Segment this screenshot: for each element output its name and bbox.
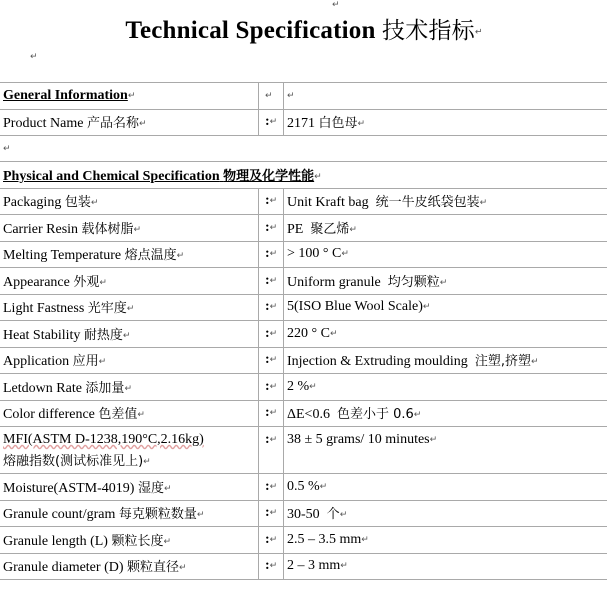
row-value-cn: 均匀颗粒 <box>387 274 440 290</box>
row-sep: : <box>265 405 270 421</box>
row-label-en: Letdown Rate <box>3 380 82 396</box>
row-label-en: Moisture(ASTM-4019) <box>3 480 135 496</box>
table-row: Physical and Chemical Specification 物理及化学性能↵ <box>0 162 607 189</box>
row-label-cn: 色差值 <box>98 407 138 423</box>
row-label-cn: 外观 <box>73 274 100 290</box>
table-row: Heat Stability 耐热度↵ :↵ 220 ° C↵ <box>0 321 607 348</box>
table-row: Application 应用↵ :↵ Injection & Extruding moulding 注塑,挤塑↵ <box>0 347 607 374</box>
row-label-en: Granule count/gram <box>3 507 116 523</box>
row-sep: : <box>265 272 270 288</box>
row-value-en: PE <box>287 221 304 237</box>
row-label-en: Heat Stability <box>3 327 81 343</box>
paragraph-mark: ↵ <box>332 0 340 10</box>
table-row: Product Name 产品名称↵ :↵ 2171 白色母↵ <box>0 109 607 136</box>
table-row: Granule length (L) 颗粒长度↵ :↵ 2.5 – 3.5 mm↵ <box>0 527 607 554</box>
general-header: General Information <box>3 87 128 103</box>
row-sep: : <box>265 558 270 574</box>
row-sep: : <box>265 299 270 315</box>
table-row: General Information↵ ↵ ↵ <box>0 83 607 110</box>
row-label-cn: 添加量 <box>85 380 125 396</box>
row-sep: : <box>265 478 270 494</box>
table-row: Carrier Resin 载体树脂↵ :↵ PE 聚乙烯↵ <box>0 215 607 242</box>
row-value-en: 5(ISO Blue Wool Scale) <box>287 299 423 315</box>
table-row: Packaging 包装↵ :↵ Unit Kraft bag 统一牛皮纸袋包装↵ <box>0 188 607 215</box>
row-value-en: 220 ° C <box>287 325 330 341</box>
row-value-en: ΔE<0.6 <box>287 407 330 423</box>
row-value-cn: 个 <box>326 507 340 523</box>
row-label-en: Granule length (L) <box>3 533 108 549</box>
title-en: Technical Specification <box>125 17 376 44</box>
row-sep: : <box>265 325 270 341</box>
row-value-en: Injection & Extruding moulding <box>287 354 468 370</box>
row-label-cn: 熔融指数(测试标准见上) <box>3 454 144 470</box>
row-value-cn: 色差小于 0.6 <box>336 407 414 423</box>
physical-header: Physical and Chemical Specification 物理及化学性能 <box>3 168 315 184</box>
table-row: Appearance 外观↵ :↵ Uniform granule 均匀颗粒↵ <box>0 268 607 295</box>
row-label-en: Granule diameter (D) <box>3 560 124 576</box>
row-label-cn: 包装 <box>64 195 91 211</box>
row-label-en: Appearance <box>3 274 70 290</box>
row-label-en: Melting Temperature <box>3 248 122 264</box>
row-value-en: 30-50 <box>287 507 320 523</box>
row-value-en: 2 – 3 mm <box>287 558 341 574</box>
table-row: Light Fastness 光牢度↵ :↵ 5(ISO Blue Wool Scale)↵ <box>0 294 607 321</box>
paragraph-mark: ↵ <box>474 27 483 38</box>
row-sep: : <box>265 378 270 394</box>
row-value-cn: 注塑,挤塑 <box>474 354 531 370</box>
paragraph-mark: ↵ <box>30 52 38 62</box>
row-value-en: 2 % <box>287 378 310 394</box>
row-label-en: Product Name <box>3 116 84 132</box>
row-value-cn: 聚乙烯 <box>310 221 350 237</box>
row-value-en: 0.5 % <box>287 478 320 494</box>
row-sep: : <box>265 219 270 235</box>
row-value-cn: 统一牛皮纸袋包装 <box>375 195 480 211</box>
row-sep: : <box>265 193 270 209</box>
row-label-en: Light Fastness <box>3 301 85 317</box>
row-value-en: 2171 <box>287 116 315 132</box>
table-row: Granule diameter (D) 颗粒直径↵ :↵ 2 – 3 mm↵ <box>0 553 607 580</box>
row-label-en: Color difference <box>3 407 95 423</box>
row-sep: : <box>265 531 270 547</box>
row-value-en: Unit Kraft bag <box>287 195 369 211</box>
row-label-en: MFI(ASTM D-1238,190°C,2.16kg) <box>3 432 204 447</box>
row-sep: : <box>265 505 270 521</box>
table-row: Melting Temperature 熔点温度↵ :↵ > 100 ° C↵ <box>0 241 607 268</box>
row-value-cn: 白色母 <box>318 116 358 132</box>
table-row: Granule count/gram 每克颗粒数量↵ :↵ 30-50 个↵ <box>0 500 607 527</box>
row-label-cn: 载体树脂 <box>81 221 134 237</box>
page-title <box>0 12 608 45</box>
row-value-en: > 100 ° C <box>287 246 342 262</box>
row-value-en: 2.5 – 3.5 mm <box>287 531 362 547</box>
row-label-en: Application <box>3 354 70 370</box>
row-label-cn: 光牢度 <box>87 301 127 317</box>
row-label-cn: 颗粒长度 <box>111 533 164 549</box>
row-value-en: Uniform granule <box>287 274 381 290</box>
spec-table <box>0 82 607 580</box>
row-sep: : <box>265 246 270 262</box>
row-sep: : <box>265 114 270 130</box>
row-label-cn: 耐热度 <box>83 327 123 343</box>
table-gap-row: ↵ <box>0 136 607 162</box>
title-cn: 技术指标 <box>382 18 475 44</box>
row-label-cn: 熔点温度 <box>124 248 177 264</box>
row-label-cn: 每克颗粒数量 <box>118 507 197 523</box>
row-sep: : <box>265 352 270 368</box>
row-label-en: Packaging <box>3 195 62 211</box>
row-label-cn: 湿度 <box>137 480 164 496</box>
table-row: Letdown Rate 添加量↵ :↵ 2 %↵ <box>0 374 607 401</box>
row-label-cn: 产品名称 <box>86 116 139 132</box>
row-label-cn: 颗粒直径 <box>127 560 180 576</box>
table-row: Moisture(ASTM-4019) 湿度↵ :↵ 0.5 %↵ <box>0 474 607 501</box>
row-sep: : <box>265 432 270 448</box>
table-row: MFI(ASTM D-1238,190°C,2.16kg) 熔融指数(测试标准见上)↵ :↵ 38 ± 5 grams/ 10 minutes↵ <box>0 427 607 474</box>
row-label-en: Carrier Resin <box>3 221 79 237</box>
row-label-cn: 应用 <box>72 354 99 370</box>
table-row: Color difference 色差值↵ :↵ ΔE<0.6 色差小于 0.6↵ <box>0 400 607 427</box>
row-value-en: 38 ± 5 grams/ 10 minutes <box>287 432 430 448</box>
